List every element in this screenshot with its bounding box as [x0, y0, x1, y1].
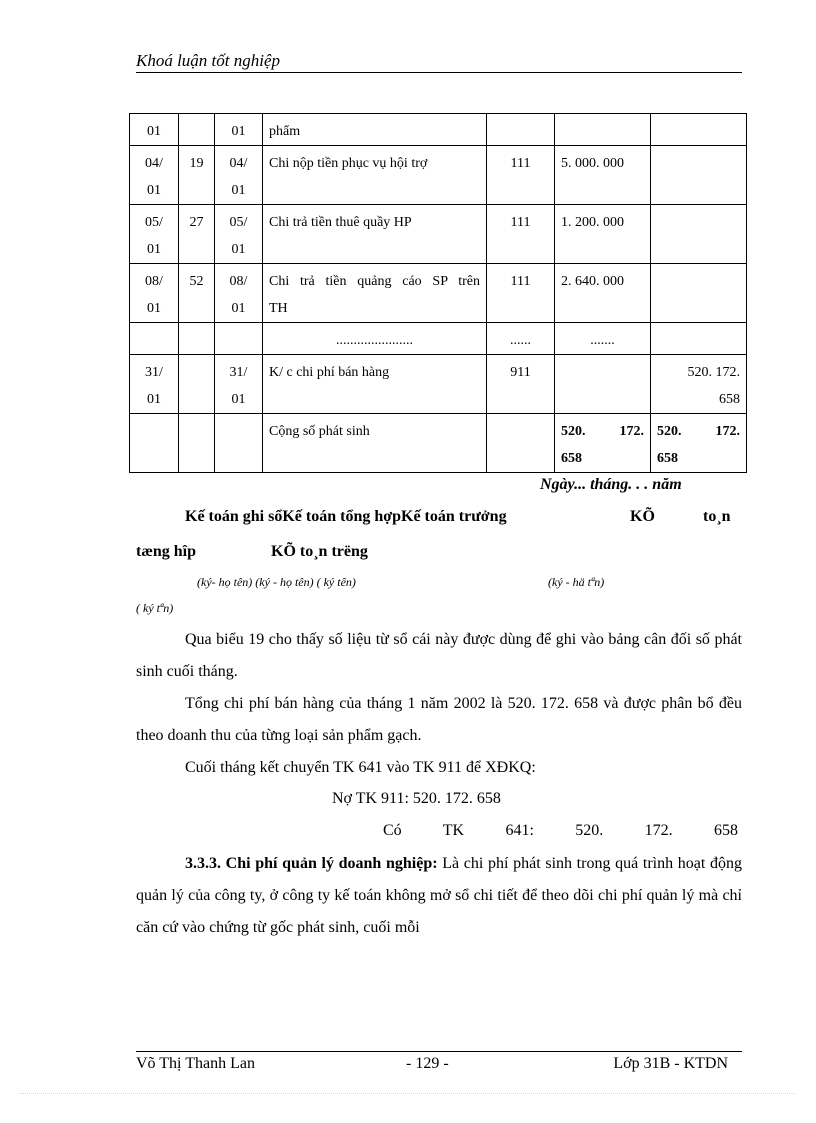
table-row	[130, 264, 747, 323]
doc-date-text: 01	[147, 124, 161, 139]
counter-account-text: 111	[510, 215, 531, 230]
paragraph-1: Qua biểu 19 cho thấy số liệu từ sổ cái này được dùng để ghi vào bảng cân đối số phát sinh cuối tháng.	[136, 631, 742, 680]
doc-number-text: 27	[189, 215, 204, 230]
debit-amount-cell	[555, 355, 651, 414]
table-row	[130, 355, 747, 414]
entry-date-text: 01	[231, 183, 246, 198]
debit-amount-text: 520. 172.	[561, 424, 644, 439]
debit-amount-text: 658	[561, 451, 582, 466]
table-row	[130, 205, 747, 264]
doc-date-text: 05/	[145, 215, 163, 230]
doc-date-cell	[130, 323, 179, 355]
signature-garbled-3: tæng hîp	[136, 543, 197, 560]
description-text: phẩm	[269, 124, 301, 139]
section-heading: 3.3.3. Chi phí quản lý doanh nghiệp:	[185, 855, 438, 872]
debit-amount-text: 5. 000. 000	[561, 156, 624, 171]
description-text: Chi trả tiền quảng cáo SP trên	[269, 274, 480, 289]
counter-account-cell	[487, 323, 555, 355]
page-bottom-edge	[20, 1093, 796, 1094]
entry-date-text: 08/	[229, 274, 248, 289]
signature-garbled-1: KÕ	[630, 508, 655, 525]
section-text: Là chi phí phát sinh trong quá trình hoạt động quản lý của công ty, ở công ty kế toán không mở sổ chi tiết để theo dõi chi phí quản lý mà chỉ căn cứ vào chứng từ gốc phát sinh, cuối mỗi	[136, 855, 743, 936]
doc-date-cell	[130, 114, 179, 146]
doc-number-text: 19	[189, 156, 204, 171]
entry-date-text: 01	[231, 124, 246, 139]
debit-amount-text: .......	[590, 333, 615, 348]
credit-amount-text: 520. 172.	[657, 424, 740, 439]
footer-author: Võ Thị Thanh Lan	[136, 1055, 255, 1072]
counter-account-cell	[487, 414, 555, 473]
signature-date: Ngày... tháng. . . năm	[540, 476, 682, 493]
entry-date-text: 05/	[229, 215, 248, 230]
entry-date-cell	[215, 264, 263, 323]
paragraph-2: Tổng chi phí bán hàng của tháng 1 năm 2002 là 520. 172. 658 và được phân bổ đều theo doanh thu của từng loại sản phẩm gạch.	[136, 695, 742, 744]
description-text: Chi trả tiền thuê quầy HP	[269, 215, 412, 230]
doc-date-cell	[130, 264, 179, 323]
debit-amount-cell	[555, 205, 651, 264]
doc-date-text: 31/	[145, 365, 163, 380]
entry-date-text: 31/	[229, 365, 248, 380]
entry-credit: Có TK 641: 520. 172. 658	[383, 822, 738, 839]
paragraph-3: Cuối tháng kết chuyển TK 641 vào TK 911 để XĐKQ:	[185, 759, 536, 776]
description-cell	[263, 264, 487, 323]
signature-titles: Kế toán ghi sổKế toán tổng hợpKế toán trưởng	[185, 508, 507, 525]
entry-date-cell	[215, 323, 263, 355]
doc-number-cell	[179, 114, 215, 146]
signature-note-5: ( ký tªn)	[136, 601, 174, 615]
doc-date-text: 04/	[145, 156, 163, 171]
table-row	[130, 146, 747, 205]
doc-date-cell	[130, 414, 179, 473]
signature-garbled-4: KÕ to¸n trëng	[271, 543, 368, 560]
entry-date-cell	[215, 355, 263, 414]
credit-amount-cell	[651, 323, 747, 355]
counter-account-cell	[487, 264, 555, 323]
credit-amount-text: 658	[657, 451, 678, 466]
doc-date-text: 01	[147, 242, 161, 257]
doc-number-cell	[179, 355, 215, 414]
description-text: Cộng số phát sinh	[269, 424, 370, 439]
credit-amount-cell	[651, 355, 747, 414]
credit-amount-cell	[651, 414, 747, 473]
doc-number-cell	[179, 264, 215, 323]
doc-number-cell	[179, 414, 215, 473]
counter-account-text: ......	[510, 333, 531, 348]
description-cell	[263, 146, 487, 205]
entry-date-cell	[215, 205, 263, 264]
counter-account-text: 111	[510, 156, 531, 171]
page-header	[136, 49, 742, 73]
page-footer	[136, 1051, 742, 1077]
entry-date-cell	[215, 114, 263, 146]
description-text: TH	[269, 301, 288, 316]
counter-account-cell	[487, 146, 555, 205]
footer-page-number: - 129 -	[406, 1055, 449, 1072]
entry-date-text: 01	[231, 301, 246, 316]
description-text: Chi nộp tiền phục vụ hội trợ	[269, 156, 428, 171]
ledger-table	[129, 113, 747, 473]
credit-amount-cell	[651, 146, 747, 205]
credit-amount-text: 520. 172.	[687, 365, 740, 380]
debit-amount-cell	[555, 414, 651, 473]
doc-number-cell	[179, 323, 215, 355]
doc-date-cell	[130, 205, 179, 264]
entry-date-text: 04/	[229, 156, 248, 171]
header-title: Khoá luận tốt nghiệp	[136, 51, 281, 70]
debit-amount-cell	[555, 114, 651, 146]
description-text: ......................	[336, 333, 413, 348]
entry-date-text: 01	[231, 242, 246, 257]
description-cell	[263, 205, 487, 264]
debit-amount-text: 1. 200. 000	[561, 215, 624, 230]
entry-date-cell	[215, 414, 263, 473]
description-cell	[263, 323, 487, 355]
counter-account-cell	[487, 355, 555, 414]
doc-date-text: 01	[147, 183, 161, 198]
doc-number-text: 52	[189, 274, 204, 289]
debit-amount-text: 2. 640. 000	[561, 274, 624, 289]
credit-amount-cell	[651, 114, 747, 146]
counter-account-cell	[487, 205, 555, 264]
debit-amount-cell	[555, 323, 651, 355]
description-text: K/ c chi phí bán hàng	[269, 365, 390, 380]
debit-amount-cell	[555, 146, 651, 205]
counter-account-cell	[487, 114, 555, 146]
counter-account-text: 111	[510, 274, 531, 289]
entry-date-cell	[215, 146, 263, 205]
entry-date-text: 01	[231, 392, 246, 407]
doc-date-text: 08/	[145, 274, 163, 289]
doc-date-text: 01	[147, 301, 161, 316]
doc-number-cell	[179, 146, 215, 205]
table-row	[130, 414, 747, 473]
credit-amount-cell	[651, 264, 747, 323]
counter-account-text: 911	[510, 365, 531, 380]
doc-date-text: 01	[147, 392, 161, 407]
description-cell	[263, 355, 487, 414]
footer-class: Lớp 31B - KTDN	[613, 1055, 728, 1072]
signature-note-4: (ký - hä tªn)	[548, 575, 605, 589]
paragraph-4	[136, 848, 742, 944]
table-row	[130, 323, 747, 355]
table-row	[130, 114, 747, 146]
doc-number-cell	[179, 205, 215, 264]
description-cell	[263, 114, 487, 146]
signature-notes: (ký- họ tên) (ký - họ tên) ( ký tên)	[197, 575, 356, 589]
doc-date-cell	[130, 355, 179, 414]
credit-amount-text: 658	[719, 392, 740, 407]
description-cell	[263, 414, 487, 473]
credit-amount-cell	[651, 205, 747, 264]
entry-debit: Nợ TK 911: 520. 172. 658	[332, 790, 501, 807]
debit-amount-cell	[555, 264, 651, 323]
signature-garbled-2: to¸n	[703, 508, 731, 525]
doc-date-cell	[130, 146, 179, 205]
